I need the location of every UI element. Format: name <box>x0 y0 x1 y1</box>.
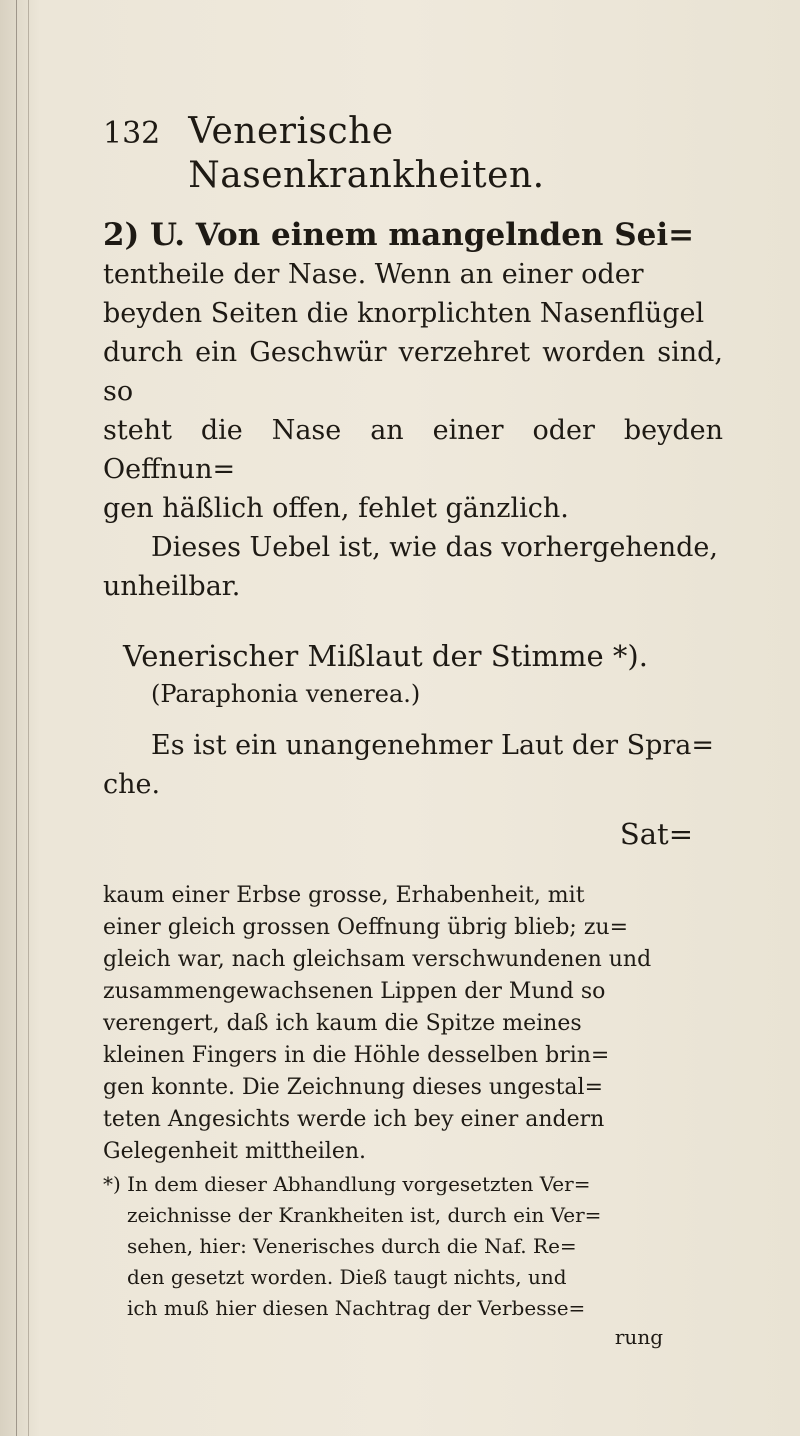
body-line: gleich war, nach gleichsam verschwundenen und <box>103 947 652 972</box>
section-2-line: unheilbar. <box>103 571 241 602</box>
body-line: gen konnte. Die Zeichnung dieses ungestal= <box>103 1075 604 1100</box>
body-line: kaum einer Erbse grosse, Erhabenheit, mit <box>103 883 585 908</box>
page-number: 132 <box>103 116 161 151</box>
footnote-line: *) In dem dieser Abhandlung vorgesetzten Ver= <box>103 1172 591 1196</box>
section-2-line: Dieses Uebel ist, wie das vorhergehende, <box>151 532 718 563</box>
body-line: Gelegenheit mittheilen. <box>103 1139 367 1164</box>
page-binding-edge <box>0 0 17 1436</box>
body-line: kleinen Fingers in die Höhle desselben brin= <box>103 1043 610 1068</box>
end-catchword: rung <box>614 1325 663 1349</box>
text-block <box>103 110 723 1351</box>
section-2-line: beyden Seiten die knorplichten Nasenflügel <box>103 298 705 329</box>
footnote-line: zeichnisse der Krankheiten ist, durch ein Ver= <box>127 1203 602 1227</box>
catchword: Sat= <box>619 817 693 851</box>
footnote-line: sehen, hier: Venerisches durch die Naf. Re= <box>127 1234 577 1258</box>
body-line: zusammengewachsenen Lippen der Mund so <box>103 979 606 1004</box>
page-header <box>103 110 723 198</box>
body-line: einer gleich grossen Oeffnung übrig blieb; zu= <box>103 915 629 940</box>
section-3-line: che. <box>103 769 161 800</box>
body-line: teten Angesichts werde ich bey einer andern <box>103 1107 605 1132</box>
footnote-line: ich muß hier diesen Nachtrag der Verbesse= <box>127 1296 586 1320</box>
section-3-title: Venerischer Mißlaut der Stimme *). <box>123 639 648 673</box>
section-2-line: durch ein Geschwür verzehret worden sind, so <box>103 337 723 407</box>
section-3-latin-name: (Paraphonia venerea.) <box>151 680 421 708</box>
binding-shadow-line <box>28 0 29 1436</box>
body-line: verengert, daß ich kaum die Spitze meines <box>103 1011 582 1036</box>
footnote-line: den gesetzt worden. Dieß taugt nichts, und <box>127 1265 567 1289</box>
section-2-line: gen häßlich offen, fehlet gänzlich. <box>103 493 569 524</box>
section-2-heading: 2) U. Von einem mangelnden Sei= <box>103 217 695 253</box>
section-2-line: tentheile der Nase. Wenn an einer oder <box>103 259 644 290</box>
section-3-line: Es ist ein unangenehmer Laut der Spra= <box>151 730 715 761</box>
running-title: Venerische Nasenkrankheiten. <box>188 111 545 196</box>
section-2-line: steht die Nase an einer oder beyden Oeffnun= <box>103 415 723 485</box>
